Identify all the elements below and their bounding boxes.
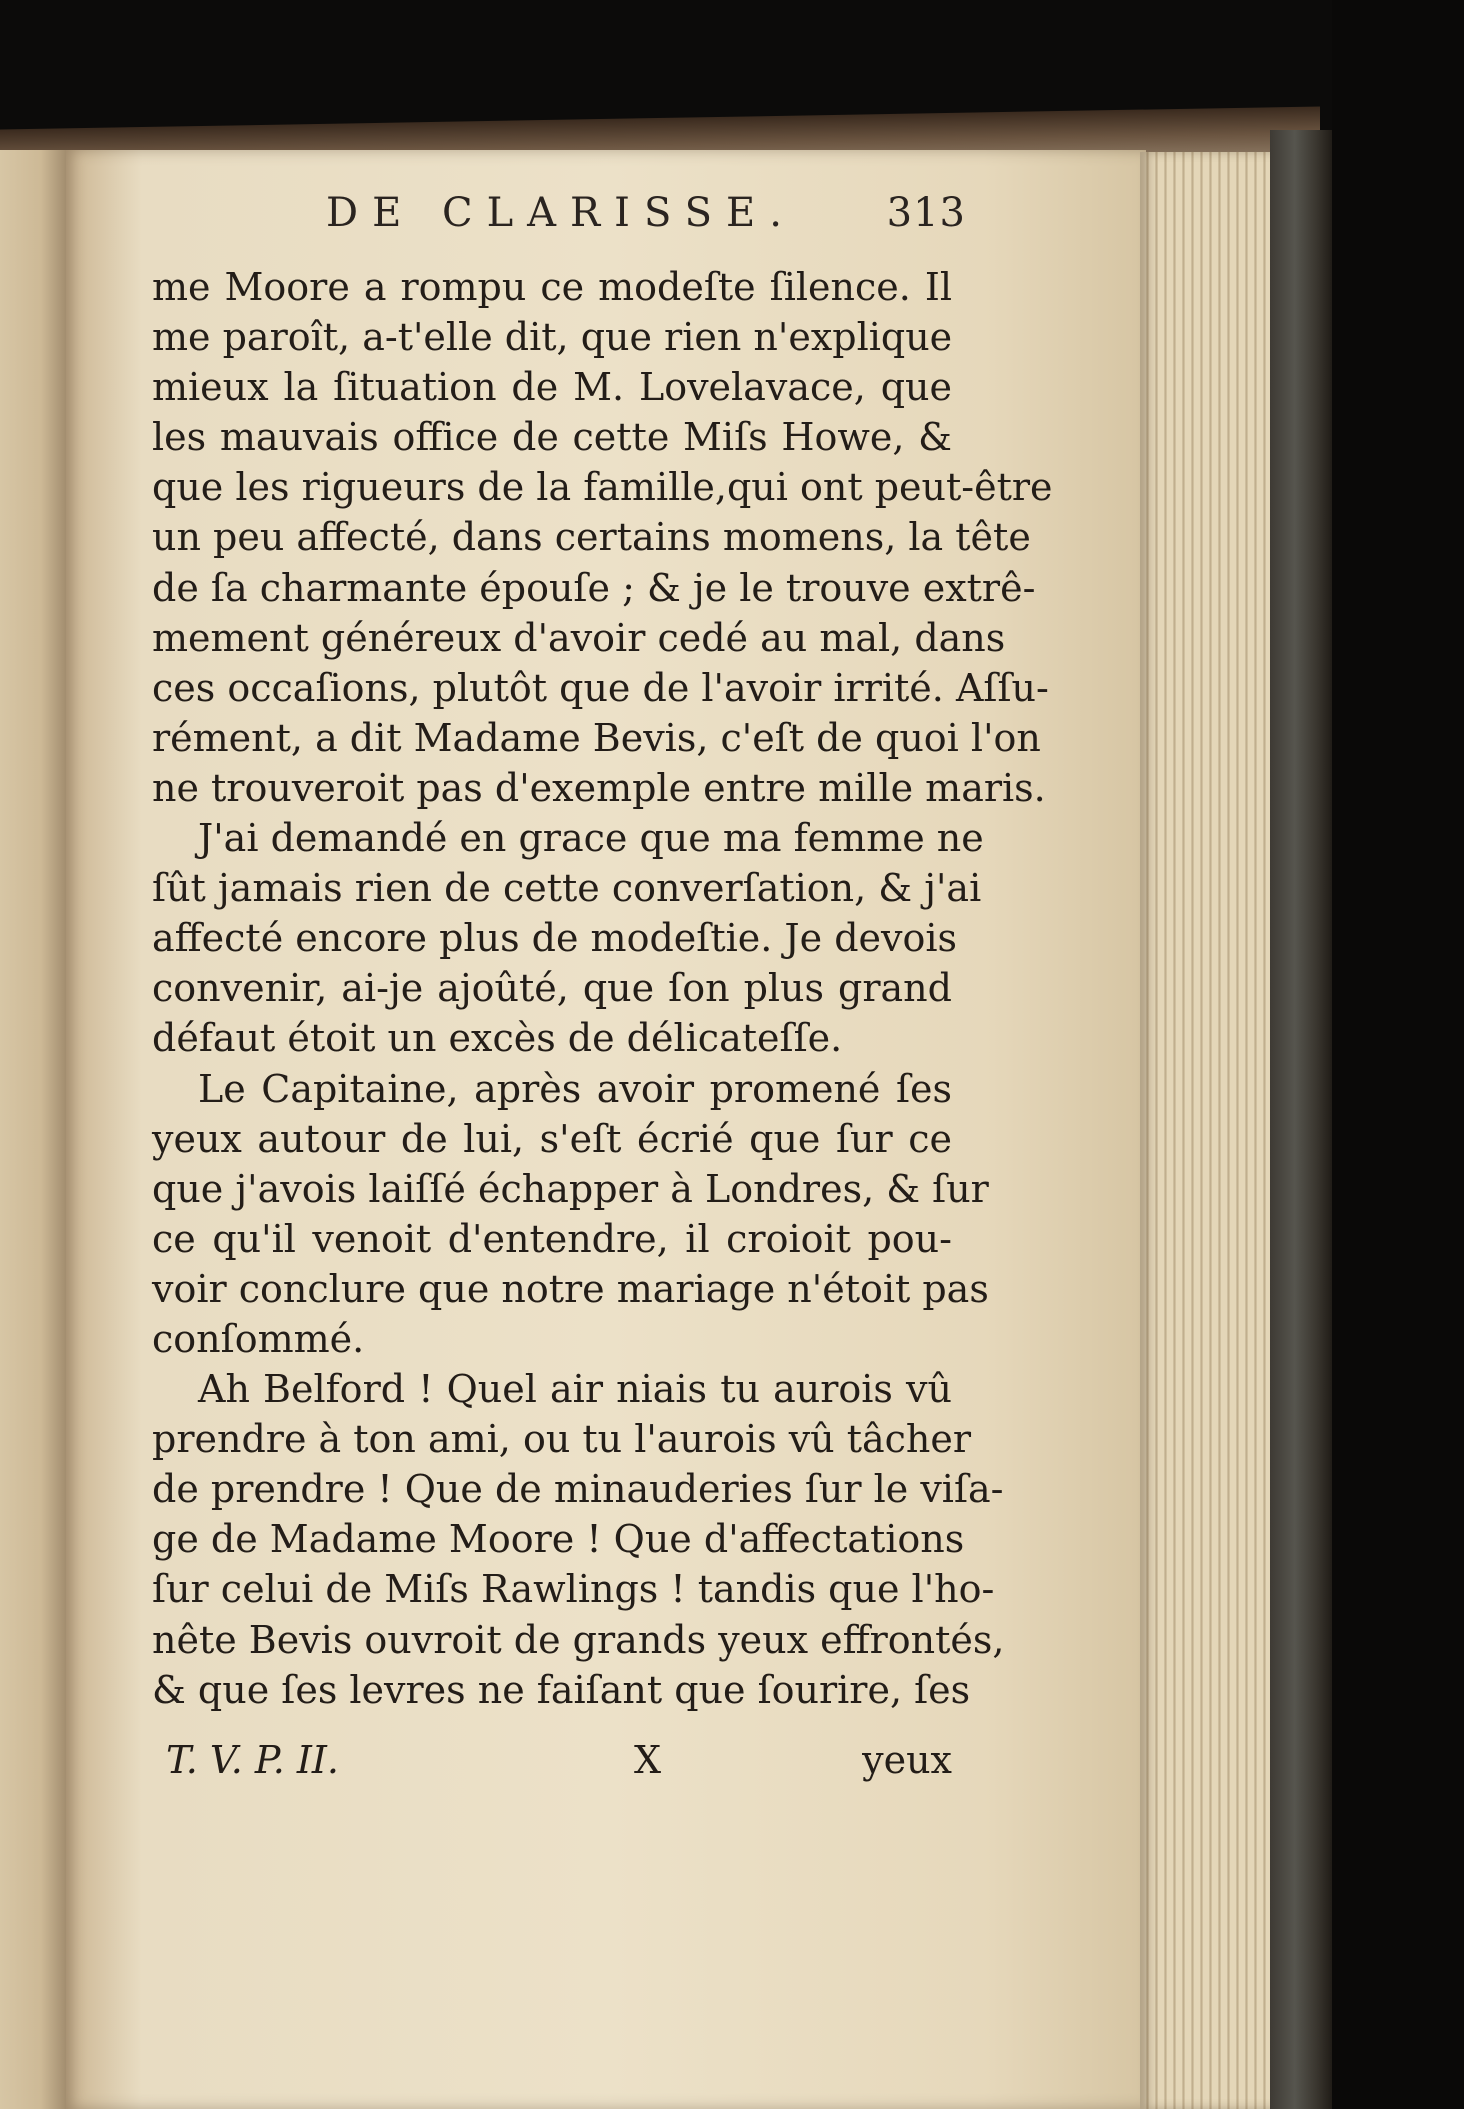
- text-line: rément, a dit Madame Bevis, c'eſt de quoi l'on: [152, 715, 1041, 760]
- text-line: de ſa charmante épouſe ; & je le trouve extrê-: [152, 565, 1036, 610]
- background-shadow: [1332, 0, 1464, 2109]
- signature-mark: T. V. P. II.: [166, 1738, 340, 1782]
- catchword: yeux: [862, 1738, 952, 1782]
- text-line: affecté encore plus de modeſtie. Je devois: [152, 916, 958, 961]
- text-line: de prendre ! Que de minauderies ſur le viſa-: [152, 1467, 1004, 1512]
- text-line: un peu affecté, dans certains momens, la tête: [152, 515, 1031, 560]
- text-line: me paroît, a-t'elle dit, que rien n'explique: [152, 315, 953, 360]
- text-line: ſur celui de Miſs Rawlings ! tandis que l'ho-: [152, 1567, 995, 1612]
- text-line: mement généreux d'avoir cedé au mal, dans: [152, 615, 1006, 660]
- running-header: [326, 190, 966, 250]
- body-text: [152, 262, 1053, 1715]
- page-block-edges: [1140, 152, 1280, 2109]
- text-line: & que ſes levres ne faiſant que ſourire, ſes: [152, 1667, 971, 1712]
- text-line: voir conclure que notre mariage n'étoit pas: [152, 1266, 989, 1311]
- signature-letter: X: [634, 1738, 662, 1782]
- text-line: ces occaſions, plutôt que de l'avoir irrité. Aſſu-: [152, 665, 1049, 710]
- page-number: 313: [886, 190, 966, 236]
- text-line: convenir, ai-je ajoûté, que ſon plus grand: [152, 966, 952, 1011]
- text-line: défaut étoit un excès de délicateſſe.: [152, 1016, 843, 1061]
- text-line: J'ai demandé en grace que ma femme ne: [198, 816, 984, 861]
- text-line: yeux autour de lui, s'eſt écrié que ſur ce: [152, 1116, 952, 1161]
- text-line: ne trouveroit pas d'exemple entre mille maris.: [152, 765, 1046, 810]
- text-line: Ah Belford ! Quel air niais tu aurois vû: [198, 1367, 952, 1412]
- text-line: prendre à ton ami, ou tu l'aurois vû tâcher: [152, 1417, 972, 1462]
- text-line: ſût jamais rien de cette converſation, & j'ai: [152, 866, 982, 911]
- text-line: que les rigueurs de la famille,qui ont peut-être: [152, 465, 1053, 510]
- marbled-cover-board: [1270, 130, 1332, 2109]
- text-line: me Moore a rompu ce modeſte ſilence. Il: [152, 265, 952, 309]
- running-title: DE CLARISSE.: [326, 190, 796, 236]
- text-line: ge de Madame Moore ! Que d'affectations: [152, 1517, 965, 1562]
- text-line: conſommé.: [152, 1316, 365, 1361]
- text-line: Le Capitaine, après avoir promené ſes: [198, 1066, 952, 1111]
- text-line: nête Bevis ouvroit de grands yeux effrontés,: [152, 1617, 1005, 1662]
- text-line: ce qu'il venoit d'entendre, il croioit pou-: [152, 1216, 952, 1261]
- text-line: les mauvais office de cette Miſs Howe, &: [152, 415, 952, 460]
- left-page-edge: [0, 150, 68, 2109]
- text-line: que j'avois laiſſé échapper à Londres, & ſur: [152, 1166, 989, 1211]
- text-line: mieux la ſituation de M. Lovelavace, que: [152, 365, 952, 410]
- page-footer: [152, 1738, 952, 1790]
